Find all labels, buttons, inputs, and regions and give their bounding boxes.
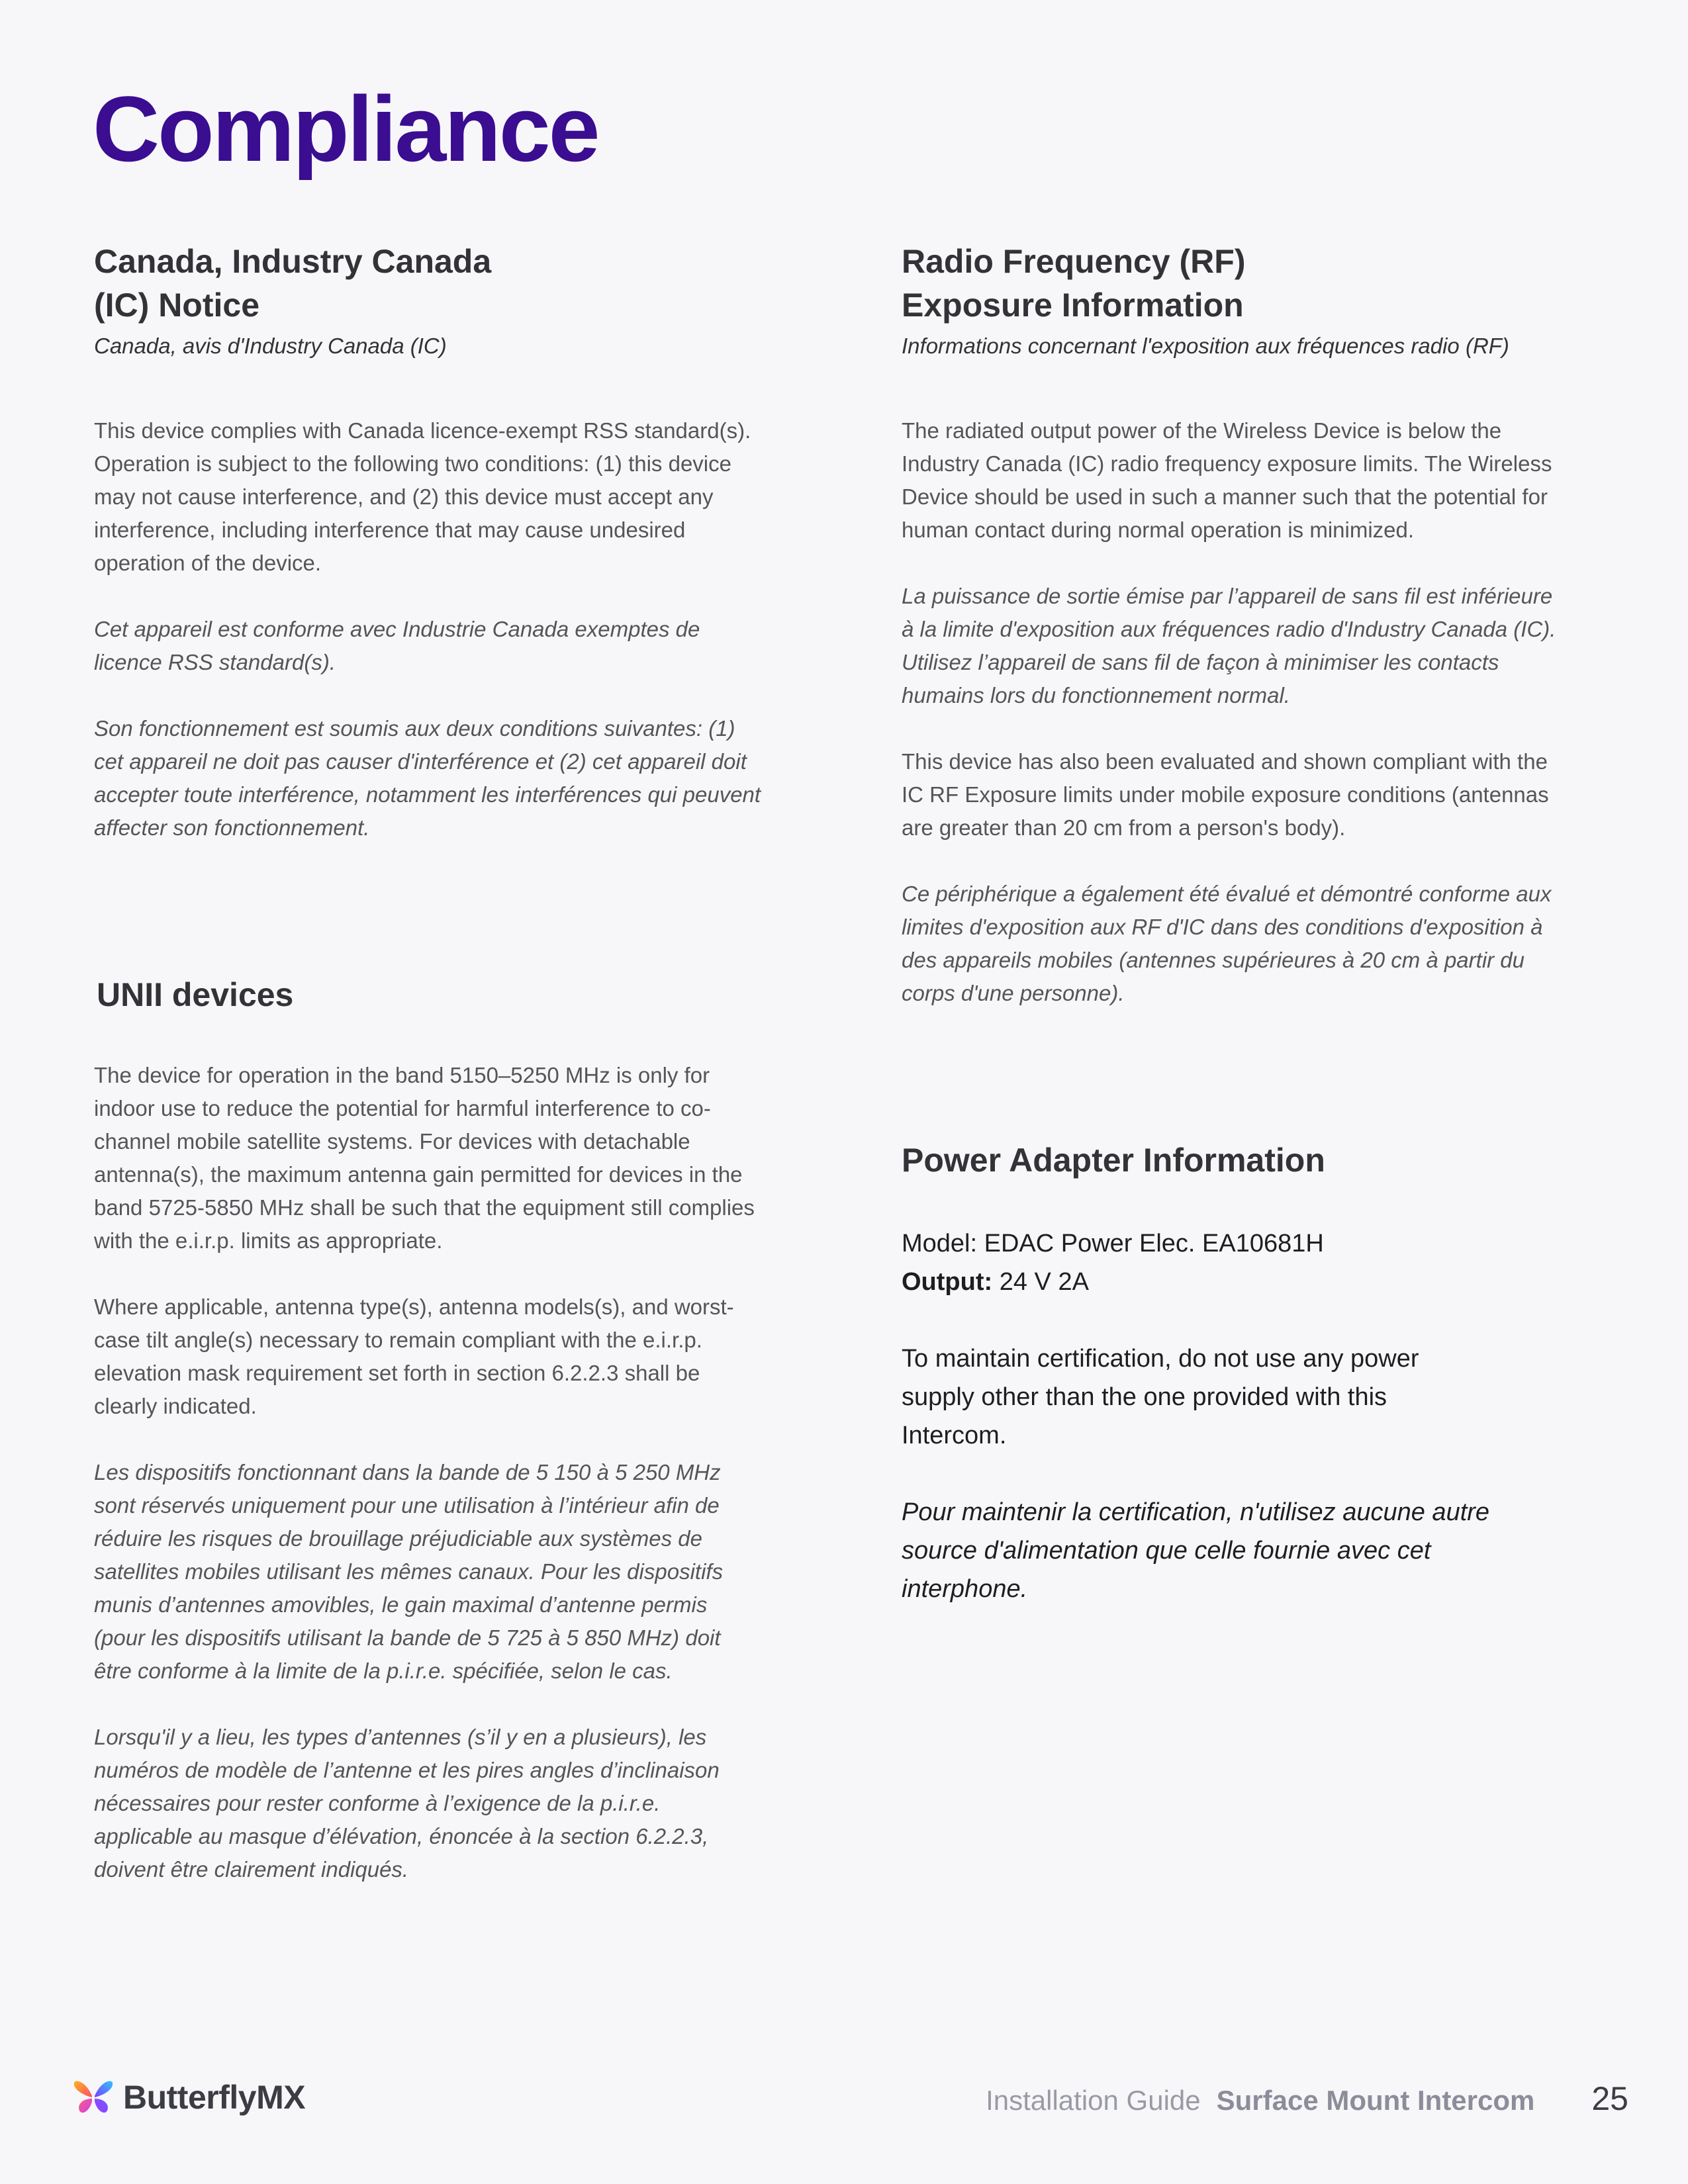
footer-guide-label: Installation Guide <box>986 2085 1201 2116</box>
canada-paragraph-en: This device complies with Canada licence-exempt RSS standard(s). Operation is subject to the following two conditions: (1) this device may not cause interference, and (2) this device must accept any interference, including interference that may cause undesired operation of the device. <box>94 418 751 575</box>
left-column <box>94 240 763 1882</box>
canada-section-subtitle: Canada, avis d'Industry Canada (IC) <box>94 334 447 358</box>
page-number: 25 <box>1591 2080 1628 2117</box>
rf-title-line1: Radio Frequency (RF) <box>902 243 1246 280</box>
unii-paragraph-en-2: Where applicable, antenna type(s), antenna models(s), and worst-case tilt angle(s) necessary to remain compliant with the e.i.r.p. elevation mask requirement set forth in section 6.2.2.3 shall be clearly indicated. <box>94 1295 734 1418</box>
unii-paragraph-en-1: The device for operation in the band 5150–5250 MHz is only for indoor use to reduce the potential for harmful interference to co-channel mobile satellite systems. For devices with detachable antenna(s), the maximum antenna gain permitted for devices in the band 5725-5850 MHz shall be such that the equipment still complies with the e.i.r.p. limits as appropriate. <box>94 1063 755 1253</box>
rf-paragraph-fr-2: Ce périphérique a également été évalué et démontré conforme aux limites d'exposition aux RF d'IC dans des conditions d'exposition à des appareils mobiles (antennes supérieures à 20 cm à partir du corps d'une personne). <box>902 882 1552 1005</box>
unii-paragraph-fr-2: Lorsqu'il y a lieu, les types d’antennes (s’il y en a plusieurs), les numéros de modèle de l’antenne et les pires angles d’inclinaison nécessaires pour rester conforme à l’exigence de la p.i.r.e. applicable au masque d’élévation, énoncée à la section 6.2.2.3, doivent être clairement indiqués. <box>94 1725 720 1882</box>
rf-exposure-section <box>902 240 1570 1010</box>
footer-meta <box>986 2079 1628 2118</box>
power-section-title: Power Adapter Information <box>902 1142 1325 1179</box>
canada-title-line2: (IC) Notice <box>94 287 259 324</box>
unii-paragraph-fr-1: Les dispositifs fonctionnant dans la bande de 5 150 à 5 250 MHz sont réservés uniquement pour une utilisation à l’intérieur afin de réduire les risques de brouillage préjudiciable aux systèmes de satellites mobiles utilisant les mêmes canaux. Pour les dispositifs munis d’antennes amovibles, le gain maximal d’antenne permis (pour les dispositifs utilisant la bande de 5 725 à 5 850 MHz) doit être conforme à la limite de la p.i.r.e. spécifiée, selon le cas. <box>94 1460 724 1683</box>
canada-section-title <box>94 240 763 327</box>
power-paragraph-en: To maintain certification, do not use any power supply other than the one provided with this Intercom. <box>902 1345 1419 1449</box>
brand-name: ButterflyMX <box>123 2079 306 2116</box>
canada-ic-notice-section <box>94 240 763 844</box>
power-paragraph-fr: Pour maintenir la certification, n'utilisez aucune autre source d'alimentation que celle fournie avec cet interphone. <box>902 1498 1490 1603</box>
canada-title-line1: Canada, Industry Canada <box>94 243 492 280</box>
power-output-line <box>902 1263 1570 1301</box>
unii-section-title: UNII devices <box>97 976 294 1013</box>
right-column <box>902 240 1570 1603</box>
rf-section-title <box>902 240 1570 327</box>
page-title: Compliance <box>93 77 598 181</box>
footer-product-label: Surface Mount Intercom <box>1216 2085 1535 2116</box>
unii-devices-section <box>94 973 763 1886</box>
power-output-label: Output: <box>902 1268 993 1296</box>
power-model-line: Model: EDAC Power Elec. EA10681H <box>902 1230 1324 1257</box>
rf-paragraph-en-2: This device has also been evaluated and shown compliant with the IC RF Exposure limits under mobile exposure conditions (antennas are greater than 20 cm from a person's body). <box>902 749 1549 840</box>
canada-paragraph-fr-2: Son fonctionnement est soumis aux deux conditions suivantes: (1) cet appareil ne doit pas causer d'interférence et (2) cet appareil doit accepter toute interférence, notamment les interférences qui peuvent affecter son fonctionnement. <box>94 716 761 840</box>
footer-logo <box>71 2078 305 2116</box>
power-output-value: 24 V 2A <box>992 1268 1089 1296</box>
rf-paragraph-en-1: The radiated output power of the Wireless Device is below the Industry Canada (IC) radio frequency exposure limits. The Wireless Device should be used in such a manner such that the potential for human contact during normal operation is minimized. <box>902 418 1552 542</box>
canada-paragraph-fr-1: Cet appareil est conforme avec Industrie Canada exemptes de licence RSS standard(s). <box>94 617 700 674</box>
butterfly-logo-icon <box>71 2079 115 2116</box>
rf-section-subtitle: Informations concernant l'exposition aux fréquences radio (RF) <box>902 334 1509 358</box>
power-adapter-section <box>902 1138 1570 1608</box>
rf-paragraph-fr-1: La puissance de sortie émise par l’appareil de sans fil est inférieure à la limite d'exposition aux fréquences radio d'Industry Canada (IC). Utilisez l’appareil de sans fil de façon à minimiser les contacts humains lors du fonctionnement normal. <box>902 584 1556 707</box>
rf-title-line2: Exposure Information <box>902 287 1244 324</box>
